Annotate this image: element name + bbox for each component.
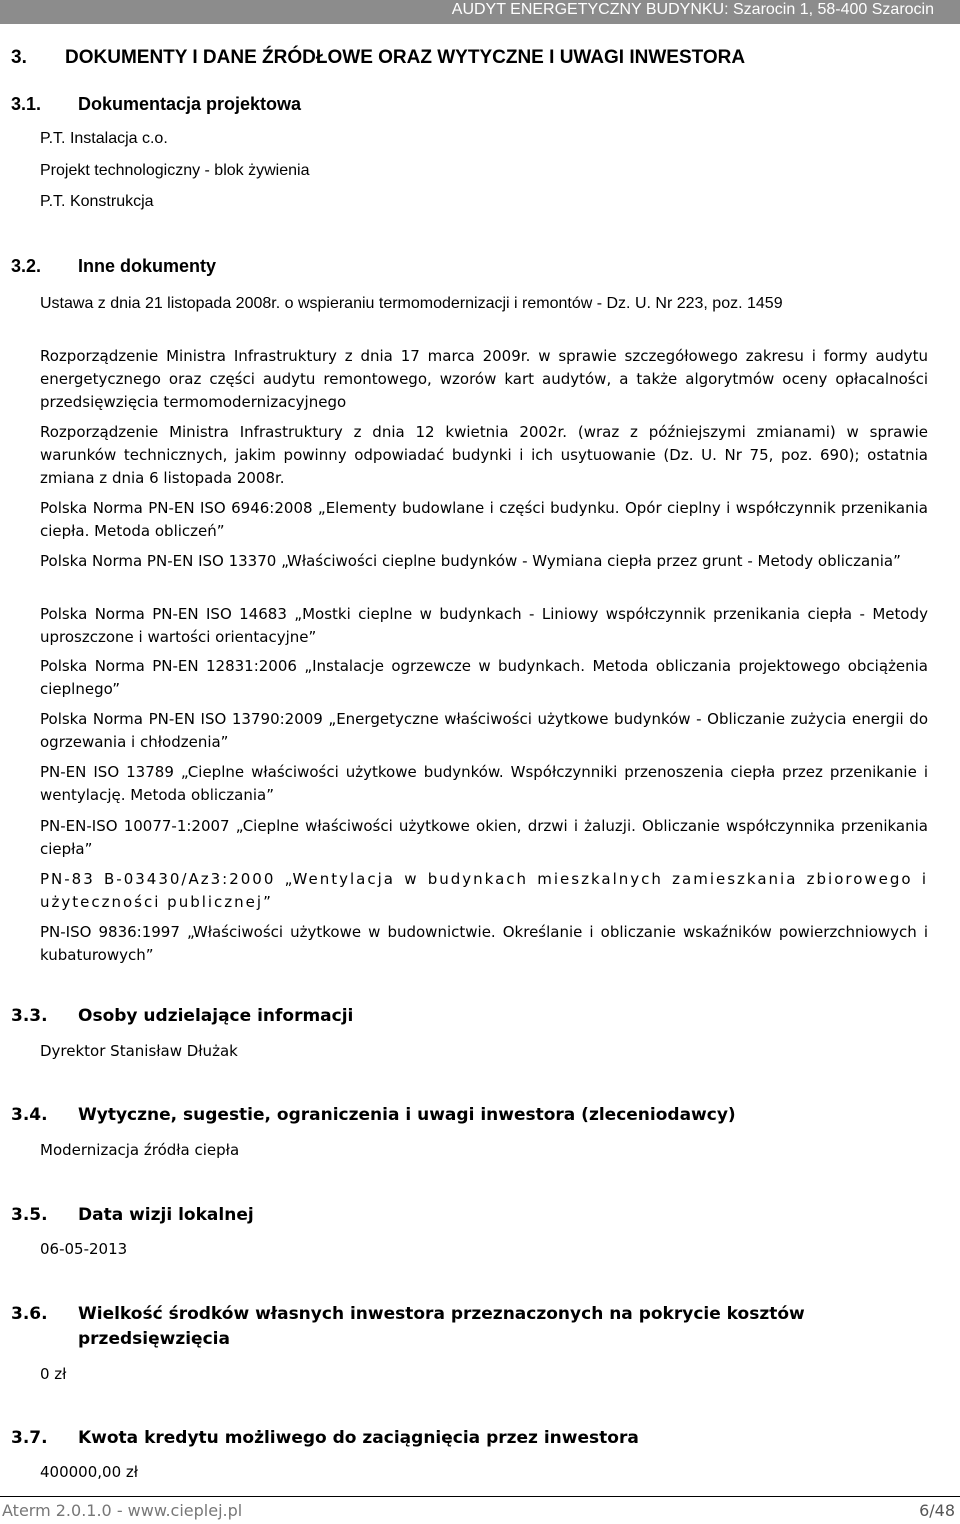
doc-item: Polska Norma PN-EN ISO 6946:2008 „Elementy budowlane i części budynku. Opór cieplny i współczynnik przenikania ciepła. Metoda obliczeń” — [40, 499, 928, 540]
section-number: 3.6. — [11, 1304, 48, 1324]
section-3-3-heading — [11, 1004, 911, 1029]
section-3-4-heading — [11, 1103, 911, 1128]
section-title: Kwota kredytu możliwego do zaciągnięcia przez inwestora — [78, 1428, 639, 1448]
doc-item: PN-ISO 9836:1997 „Właściwości użytkowe w budownictwie. Określanie i obliczanie wskaźników powierzchniowych i kubaturowych” — [40, 923, 928, 964]
section-3-1-heading — [11, 94, 301, 115]
section-value: Dyrektor Stanisław Dłużak — [40, 1042, 238, 1060]
doc-item: PN-83 B-03430/Az3:2000 „Wentylacja w budynkach mieszkalnych zamieszkania zbiorowego i użyteczności publicznej” — [40, 870, 928, 911]
section-number: 3.7. — [11, 1428, 48, 1448]
section-number: 3. — [11, 47, 27, 68]
section-title: DOKUMENTY I DANE ŹRÓDŁOWE ORAZ WYTYCZNE I UWAGI INWESTORA — [65, 47, 746, 68]
footer-software-label: Aterm 2.0.1.0 - www.cieplej.pl — [2, 1501, 243, 1520]
doc-item: Polska Norma PN-EN ISO 13790:2009 „Energetyczne właściwości użytkowe budynków - Obliczanie zużycia energii do ogrzewania i chłodzenia” — [40, 710, 928, 751]
doc-item: P.T. Instalacja c.o. — [40, 130, 168, 147]
page-number: 6/48 — [919, 1501, 955, 1520]
section-value: 400000,00 zł — [40, 1463, 139, 1481]
section-title: Osoby udzielające informacji — [78, 1006, 354, 1026]
section-number: 3.2. — [11, 256, 42, 276]
footer-divider — [0, 1496, 960, 1497]
page-header — [0, 0, 960, 24]
section-3-5-heading — [11, 1203, 911, 1228]
section-title: Inne dokumenty — [78, 256, 217, 276]
section-value: Modernizacja źródła ciepła — [40, 1141, 240, 1159]
section-number: 3.4. — [11, 1105, 48, 1125]
doc-item: Ustawa z dnia 21 listopada 2008r. o wspieraniu termomodernizacji i remontów - Dz. U. Nr 223, poz. 1459 — [40, 295, 783, 312]
doc-item: Rozporządzenie Ministra Infrastruktury z dnia 17 marca 2009r. w sprawie szczegółowego zakresu i formy audytu energetycznego oraz części audytu remontowego, wzorów kart audytów, a także algorytmów oceny opłacalności przedsięwzięcia termomodernizacyjnego — [40, 347, 928, 411]
section-3-6-heading — [11, 1302, 911, 1352]
section-3-7-heading — [11, 1426, 911, 1451]
section-title: Data wizji lokalnej — [78, 1205, 254, 1225]
section-number: 3.5. — [11, 1205, 48, 1225]
doc-item: Projekt technologiczny - blok żywienia — [40, 162, 310, 179]
doc-item: Polska Norma PN-EN ISO 13370 „Właściwości cieplne budynków - Wymiana ciepła przez grunt - Metody obliczania” — [40, 552, 901, 570]
section-title: Wielkość środków własnych inwestora przeznaczonych na pokrycie kosztów przedsięwzięcia — [78, 1304, 805, 1349]
section-title: Dokumentacja projektowa — [78, 94, 302, 114]
doc-item: P.T. Konstrukcja — [40, 193, 154, 210]
section-value: 06-05-2013 — [40, 1240, 128, 1258]
doc-item: PN-EN ISO 13789 „Cieplne właściwości użytkowe budynków. Współczynniki przenoszenia ciepła przez przenikanie i wentylację. Metoda obliczania” — [40, 763, 928, 804]
section-number: 3.3. — [11, 1006, 48, 1026]
doc-item: Polska Norma PN-EN ISO 14683 „Mostki cieplne w budynkach - Liniowy współczynnik przenikania ciepła - Metody uproszczone i wartości orientacyjne” — [40, 605, 928, 646]
section-3-heading — [11, 47, 745, 69]
header-title: AUDYT ENERGETYCZNY BUDYNKU: Szarocin 1, 58-400 Szarocin — [451, 1, 934, 18]
section-3-2-heading — [11, 256, 216, 277]
section-number: 3.1. — [11, 94, 42, 114]
doc-item: Rozporządzenie Ministra Infrastruktury z dnia 12 kwietnia 2002r. (wraz z późniejszymi zmianami) w sprawie warunków technicznych, jakim powinny odpowiadać budynki i ich usytuowanie (Dz. U. Nr 75, poz. 690); ostatnia zmiana z dnia 6 listopada 2008r. — [40, 423, 928, 487]
section-title: Wytyczne, sugestie, ograniczenia i uwagi inwestora (zleceniodawcy) — [78, 1105, 736, 1125]
doc-item: Polska Norma PN-EN 12831:2006 „Instalacje ogrzewcze w budynkach. Metoda obliczania projektowego obciążenia cieplnego” — [40, 657, 928, 698]
doc-item: PN-EN-ISO 10077-1:2007 „Cieplne właściwości użytkowe okien, drzwi i żaluzji. Obliczanie współczynnika przenikania ciepła” — [40, 817, 928, 858]
section-value: 0 zł — [40, 1365, 67, 1383]
